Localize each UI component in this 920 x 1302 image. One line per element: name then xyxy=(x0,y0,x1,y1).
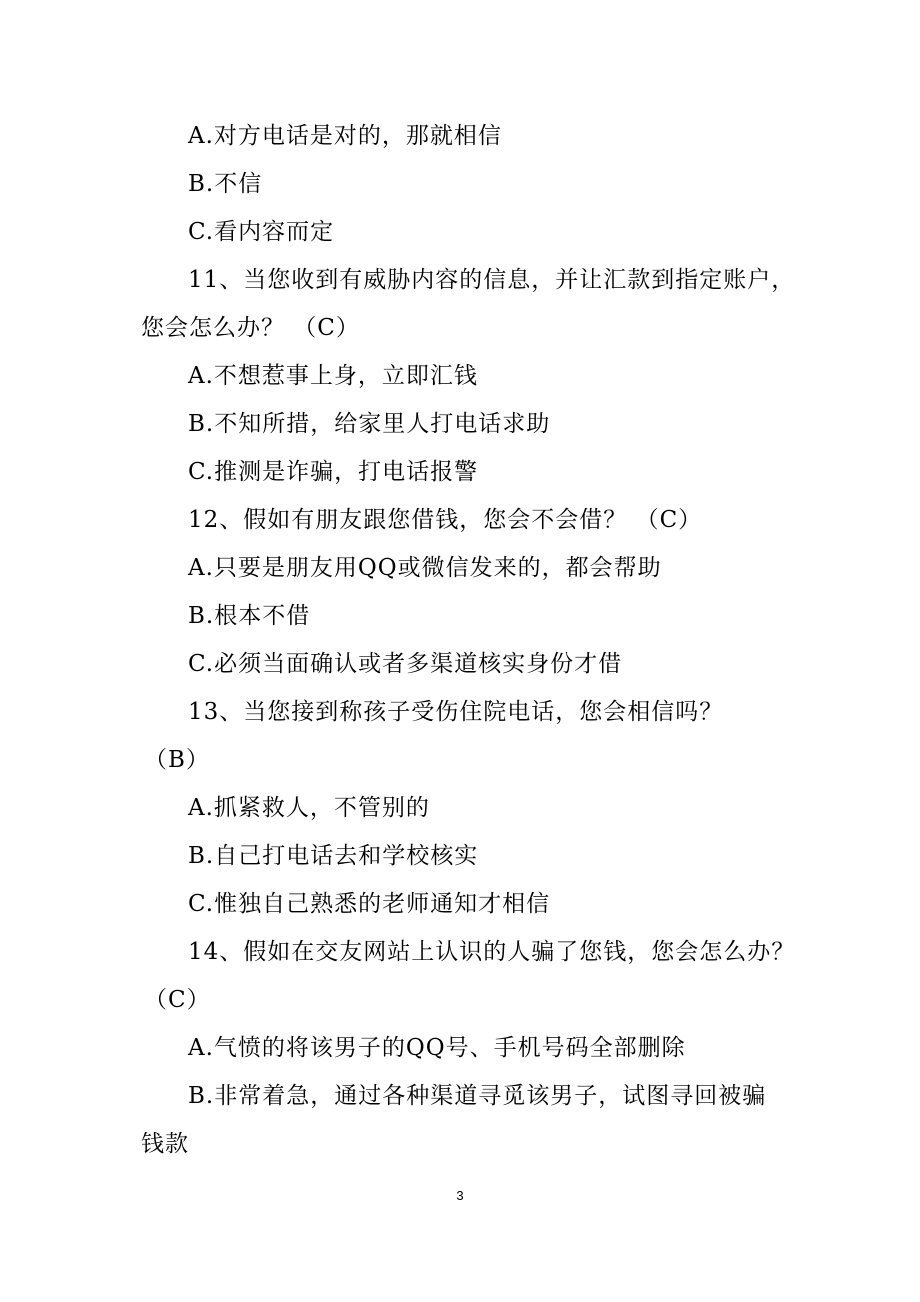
q11-option-c: C.推测是诈骗，打电话报警 xyxy=(188,459,479,485)
q13-answer: （B） xyxy=(144,747,210,773)
q10-option-a: A.对方电话是对的，那就相信 xyxy=(188,123,502,149)
q13-option-c: C.惟独自己熟悉的老师通知才相信 xyxy=(188,891,551,917)
q14-option-a: A.气愤的将该男子的QQ号、手机号码全部删除 xyxy=(188,1035,686,1061)
q11-question-line1: 11、当您收到有威胁内容的信息，并让汇款到指定账户， xyxy=(188,267,796,293)
q14-option-b-line2: 钱款 xyxy=(141,1131,189,1157)
q14-question-line1: 14、假如在交友网站上认识的人骗了您钱，您会怎么办？ xyxy=(188,939,796,965)
q11-option-b: B.不知所措，给家里人打电话求助 xyxy=(188,411,551,437)
q11-question-line2: 您会怎么办？ （C） xyxy=(141,315,360,341)
q10-option-b: B.不信 xyxy=(188,171,263,197)
q13-option-a: A.抓紧救人，不管别的 xyxy=(188,795,430,821)
q13-option-b: B.自己打电话去和学校核实 xyxy=(188,843,479,869)
q13-question-line1: 13、当您接到称孩子受伤住院电话，您会相信吗？ xyxy=(188,699,724,725)
q12-option-c: C.必须当面确认或者多渠道核实身份才借 xyxy=(188,651,623,677)
q14-answer: （C） xyxy=(144,987,211,1013)
q10-option-c: C.看内容而定 xyxy=(188,219,335,245)
page-number: 3 xyxy=(456,1188,464,1203)
q11-option-a: A.不想惹事上身，立即汇钱 xyxy=(188,363,478,389)
q12-option-a: A.只要是朋友用QQ或微信发来的，都会帮助 xyxy=(188,555,662,581)
q14-option-b-line1: B.非常着急，通过各种渠道寻觅该男子，试图寻回被骗 xyxy=(188,1083,767,1109)
q12-question: 12、假如有朋友跟您借钱，您会不会借？ （C） xyxy=(188,507,703,533)
q12-option-b: B.根本不借 xyxy=(188,603,311,629)
